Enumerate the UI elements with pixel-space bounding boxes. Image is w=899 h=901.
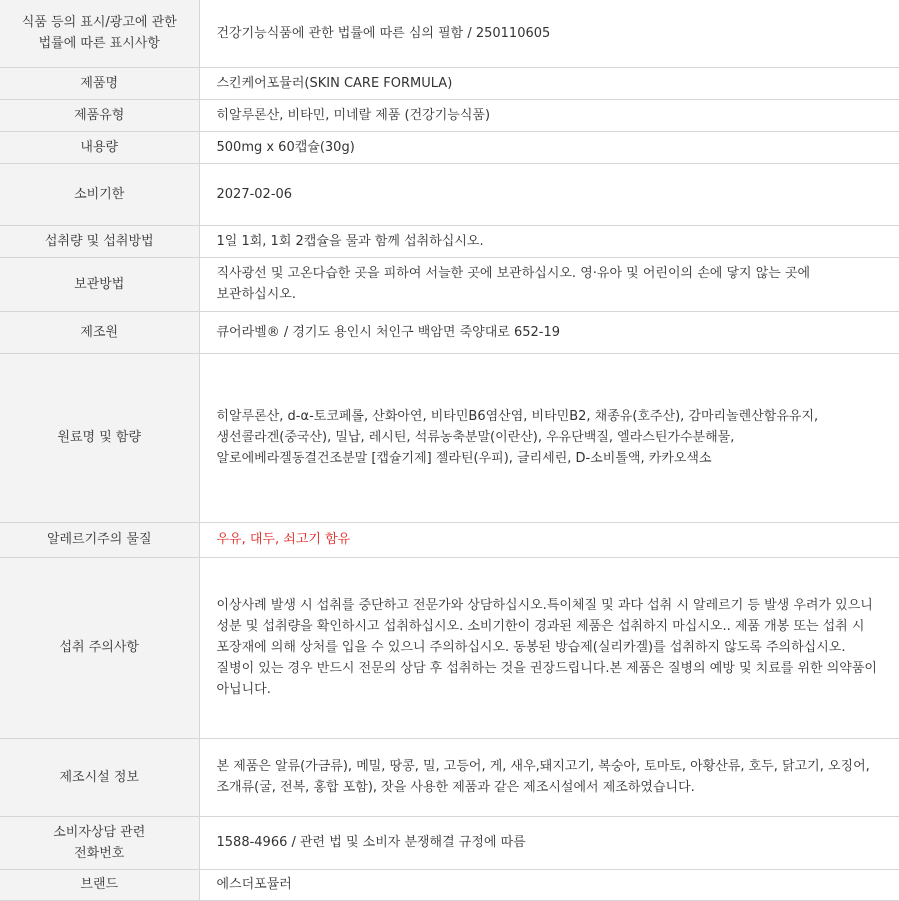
table-row [0,225,899,257]
label-text: 소비기한 [74,186,125,202]
value-text: 스킨케어포뮬러(SKIN CARE FORMULA) [216,75,453,91]
row-value-label-law [199,0,899,67]
value-text: 에스더포뮬러 [216,877,292,892]
row-value-facility [199,738,899,816]
label-text: 제조원 [80,324,119,340]
table-row [0,67,899,99]
row-value-ingredients [199,353,899,522]
value-text: 2027-02-06 [216,186,293,202]
value-text: 직사광선 및 고온다습한 곳을 피하여 서늘한 곳에 보관하십시오. 영·유아 및 어린이의 손에 닿지 않는 곳에 보관하십시오. [216,266,811,302]
table-row [0,311,899,353]
row-value-product-name [199,67,899,99]
table-row [0,0,899,67]
label-text: 내용량 [80,139,119,155]
label-text: 섭취 주의사항 [59,640,139,655]
row-value-content [199,131,899,163]
row-value-allergens [199,522,899,557]
table-row [0,353,899,522]
value-text: 큐어라벨® / 경기도 용인시 처인구 백암면 죽양대로 652-19 [216,324,561,340]
table-row [0,738,899,816]
row-label-storage [0,257,199,311]
value-text: 1588-4966 / 관련 법 및 소비자 분쟁해결 규정에 따름 [216,835,526,850]
label-text: 알레르기주의 물질 [46,532,152,547]
value-text: 1일 1회, 1회 2캡슐을 물과 함께 섭취하십시오. [216,233,484,249]
label-text: 원료명 및 함량 [57,430,142,445]
row-label-precautions [0,557,199,738]
row-label-product-type [0,99,199,131]
value-text: 히알루론산, d-α-토코페롤, 산화아연, 비타민B6염산염, 비타민B2, 채종유(호주산), 감마리놀렌산함유유지, 생선콜라겐(중국산), 밀납, 레시틴, 석류농축분말(이란산), 우유단백질, 엘라스틴가수분해물, 알로에베라겔동결건조분말 [캡슐기제] 젤라틴(우피), 글리세린, D-소비톨액, 카카오색소 [216,409,819,466]
label-text: 소비자상담 관련 전화번호 [53,824,146,861]
row-value-intake [199,225,899,257]
row-value-consumer-phone [199,816,899,869]
row-label-product-name [0,67,199,99]
row-label-content [0,131,199,163]
row-value-storage [199,257,899,311]
row-value-precautions [199,557,899,738]
row-value-manufacturer [199,311,899,353]
value-text: 이상사례 발생 시 섭취를 중단하고 전문가와 상담하십시오.특이체질 및 과다 섭취 시 알레르기 등 발생 우려가 있으니 성분 및 섭취량을 확인하시고 섭취하십시오. 소비기한이 경과된 제품은 섭취하지 마십시오.. 제품 개봉 또는 섭취 시 포장재에 의해 상처를 입을 수 있으니 주의하십시오. 동봉된 방습제(실리카겔)를 섭취하지 않도록 주의하십시오. 질병이 있는 경우 반드시 전문의 상담 후 섭취하는 것을 권장드립니다.본 제품은 질병의 예방 및 치료를 위한 의약품이 아닙니다. [216,598,877,697]
value-text: 히알루론산, 비타민, 미네랄 제품 (건강기능식품) [216,107,491,123]
value-text: 건강기능식품에 관한 법률에 따른 심의 필함 / 250110605 [216,25,551,41]
row-label-ingredients [0,353,199,522]
table-row [0,816,899,869]
row-label-label-law [0,0,199,67]
row-value-expiry [199,163,899,225]
value-text: 본 제품은 알류(가금류), 메밀, 땅콩, 밀, 고등어, 게, 새우,돼지고기, 복숭아, 토마토, 아황산류, 호두, 닭고기, 오징어, 조개류(굴, 전복, 홍합 포함), 잣을 사용한 제품과 같은 제조시설에서 제조하였습니다. [216,759,870,795]
label-text: 제조시설 정보 [59,769,139,785]
label-text: 식품 등의 표시/광고에 관한 법률에 따른 표시사항 [21,15,177,52]
row-label-manufacturer [0,311,199,353]
label-text: 보관방법 [74,276,125,292]
table-row [0,131,899,163]
table-row [0,163,899,225]
label-text: 브랜드 [80,877,119,892]
table-row [0,99,899,131]
label-text: 제품유형 [74,107,125,123]
value-text: 500mg x 60캡슐(30g) [216,139,355,155]
table-row [0,557,899,738]
row-value-product-type [199,99,899,131]
row-label-facility [0,738,199,816]
row-label-intake [0,225,199,257]
row-label-consumer-phone [0,816,199,869]
label-text: 제품명 [80,75,119,91]
row-label-brand [0,869,199,900]
allergen-warning-text: 우유, 대두, 쇠고기 함유 [216,532,351,547]
label-text: 섭취량 및 섭취방법 [44,233,154,249]
table-row [0,522,899,557]
row-label-expiry [0,163,199,225]
row-label-allergens [0,522,199,557]
row-value-brand [199,869,899,900]
table-row [0,869,899,900]
table-row [0,257,899,311]
